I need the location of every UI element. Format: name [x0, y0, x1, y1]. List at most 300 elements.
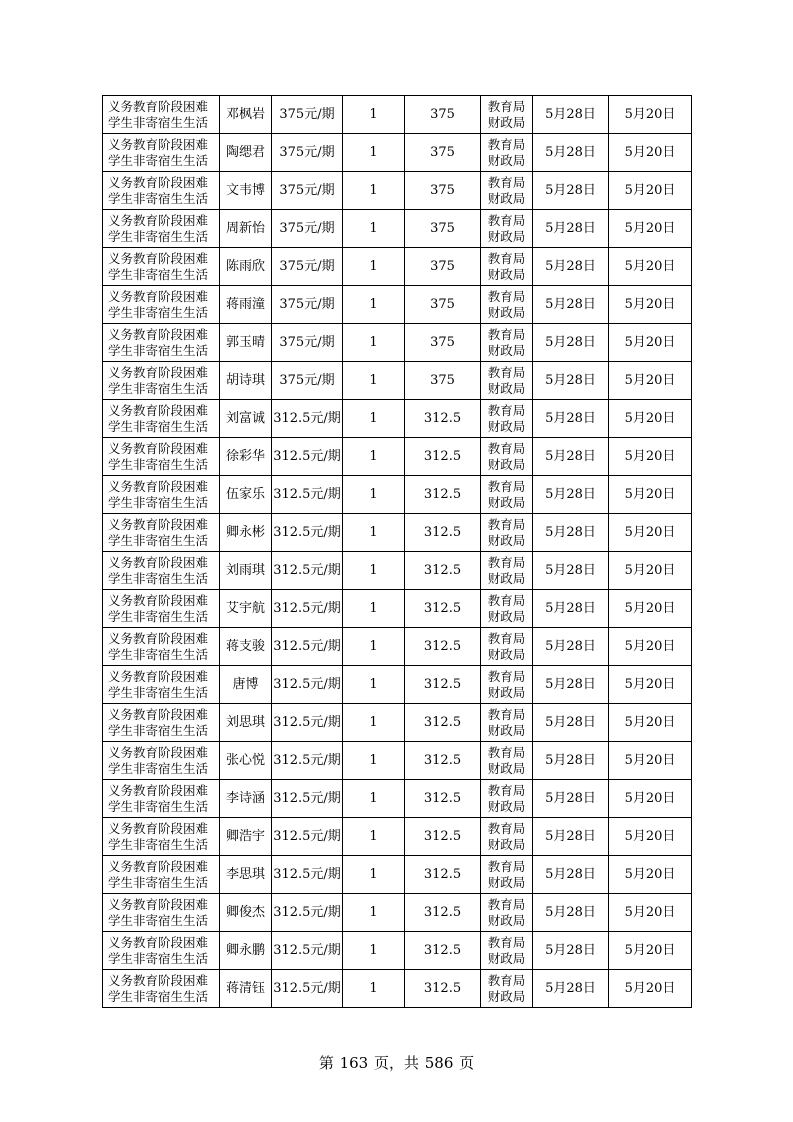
department-cell	[481, 894, 533, 932]
table-row	[103, 286, 692, 324]
department-line: 财政局	[487, 190, 526, 206]
amount-cell: 312.5	[405, 856, 481, 894]
quantity-cell: 1	[343, 552, 405, 590]
department-cell	[481, 96, 533, 134]
date-cell: 5月20日	[609, 400, 692, 438]
item-cell	[103, 134, 220, 172]
name-cell: 唐博	[220, 666, 272, 704]
name-cell: 邓枫岩	[220, 96, 272, 134]
date-cell: 5月28日	[533, 172, 609, 210]
date-cell: 5月28日	[533, 400, 609, 438]
date-cell: 5月20日	[609, 894, 692, 932]
item-line: 义务教育阶段困难	[108, 250, 209, 266]
item-line: 义务教育阶段困难	[108, 440, 209, 456]
department-line: 财政局	[487, 266, 526, 282]
amount-cell: 312.5	[405, 704, 481, 742]
department-line: 教育局	[487, 934, 526, 950]
table-row	[103, 438, 692, 476]
item-line: 义务教育阶段困难	[108, 288, 209, 304]
name-cell: 卿永彬	[220, 514, 272, 552]
item-line: 义务教育阶段困难	[108, 934, 209, 950]
department-cell	[481, 324, 533, 362]
standard-cell: 375元/期	[272, 248, 343, 286]
quantity-cell: 1	[343, 932, 405, 970]
department-line: 财政局	[487, 912, 526, 928]
item-line: 义务教育阶段困难	[108, 668, 209, 684]
standard-cell: 312.5元/期	[272, 552, 343, 590]
department-line: 教育局	[487, 744, 526, 760]
table-row	[103, 476, 692, 514]
amount-cell: 375	[405, 248, 481, 286]
table-row	[103, 628, 692, 666]
name-cell: 陶缌君	[220, 134, 272, 172]
date-cell: 5月28日	[533, 476, 609, 514]
date-cell: 5月20日	[609, 286, 692, 324]
department-cell	[481, 172, 533, 210]
item-line: 义务教育阶段困难	[108, 592, 209, 608]
department-line: 财政局	[487, 494, 526, 510]
item-cell	[103, 514, 220, 552]
standard-cell: 312.5元/期	[272, 742, 343, 780]
table-row	[103, 134, 692, 172]
name-cell: 李思琪	[220, 856, 272, 894]
item-line: 学生非寄宿生生活	[108, 684, 209, 700]
name-cell: 文韦博	[220, 172, 272, 210]
department-line: 教育局	[487, 402, 526, 418]
department-cell	[481, 932, 533, 970]
table-row	[103, 514, 692, 552]
quantity-cell: 1	[343, 210, 405, 248]
standard-cell: 312.5元/期	[272, 894, 343, 932]
item-line: 义务教育阶段困难	[108, 858, 209, 874]
date-cell: 5月20日	[609, 818, 692, 856]
standard-cell: 375元/期	[272, 96, 343, 134]
standard-cell: 375元/期	[272, 286, 343, 324]
quantity-cell: 1	[343, 324, 405, 362]
standard-cell: 375元/期	[272, 134, 343, 172]
item-line: 学生非寄宿生生活	[108, 304, 209, 320]
item-cell	[103, 286, 220, 324]
department-cell	[481, 400, 533, 438]
standard-cell: 312.5元/期	[272, 628, 343, 666]
item-line: 学生非寄宿生生活	[108, 190, 209, 206]
department-line: 教育局	[487, 174, 526, 190]
date-cell: 5月20日	[609, 134, 692, 172]
name-cell: 胡诗琪	[220, 362, 272, 400]
department-line: 财政局	[487, 342, 526, 358]
department-line: 教育局	[487, 858, 526, 874]
amount-cell: 375	[405, 286, 481, 324]
date-cell: 5月28日	[533, 210, 609, 248]
item-line: 学生非寄宿生生活	[108, 380, 209, 396]
department-line: 教育局	[487, 136, 526, 152]
department-line: 财政局	[487, 608, 526, 624]
standard-cell: 312.5元/期	[272, 970, 343, 1008]
table-row	[103, 96, 692, 134]
date-cell: 5月28日	[533, 932, 609, 970]
department-line: 教育局	[487, 592, 526, 608]
date-cell: 5月28日	[533, 704, 609, 742]
quantity-cell: 1	[343, 780, 405, 818]
department-line: 教育局	[487, 896, 526, 912]
standard-cell: 312.5元/期	[272, 856, 343, 894]
department-line: 教育局	[487, 782, 526, 798]
department-line: 财政局	[487, 874, 526, 890]
date-cell: 5月28日	[533, 438, 609, 476]
amount-cell: 312.5	[405, 552, 481, 590]
name-cell: 蒋支骏	[220, 628, 272, 666]
quantity-cell: 1	[343, 172, 405, 210]
table-row	[103, 780, 692, 818]
amount-cell: 375	[405, 210, 481, 248]
item-line: 学生非寄宿生生活	[108, 418, 209, 434]
quantity-cell: 1	[343, 400, 405, 438]
item-line: 学生非寄宿生生活	[108, 988, 209, 1004]
item-cell	[103, 818, 220, 856]
date-cell: 5月28日	[533, 742, 609, 780]
date-cell: 5月20日	[609, 666, 692, 704]
department-line: 财政局	[487, 760, 526, 776]
date-cell: 5月20日	[609, 248, 692, 286]
standard-cell: 312.5元/期	[272, 590, 343, 628]
department-line: 教育局	[487, 516, 526, 532]
date-cell: 5月28日	[533, 324, 609, 362]
amount-cell: 312.5	[405, 666, 481, 704]
department-line: 教育局	[487, 478, 526, 494]
item-cell	[103, 856, 220, 894]
item-cell	[103, 932, 220, 970]
department-cell	[481, 666, 533, 704]
department-cell	[481, 780, 533, 818]
item-line: 学生非寄宿生生活	[108, 228, 209, 244]
item-cell	[103, 96, 220, 134]
amount-cell: 375	[405, 324, 481, 362]
amount-cell: 312.5	[405, 970, 481, 1008]
name-cell: 刘雨琪	[220, 552, 272, 590]
item-line: 义务教育阶段困难	[108, 782, 209, 798]
item-line: 义务教育阶段困难	[108, 820, 209, 836]
department-line: 教育局	[487, 326, 526, 342]
name-cell: 蒋雨潼	[220, 286, 272, 324]
quantity-cell: 1	[343, 742, 405, 780]
department-line: 教育局	[487, 250, 526, 266]
department-line: 教育局	[487, 972, 526, 988]
item-cell	[103, 970, 220, 1008]
item-line: 学生非寄宿生生活	[108, 950, 209, 966]
name-cell: 徐彩华	[220, 438, 272, 476]
item-cell	[103, 210, 220, 248]
department-line: 教育局	[487, 364, 526, 380]
item-cell	[103, 590, 220, 628]
table-row	[103, 324, 692, 362]
name-cell: 卿浩宇	[220, 818, 272, 856]
item-line: 学生非寄宿生生活	[108, 494, 209, 510]
date-cell: 5月20日	[609, 970, 692, 1008]
amount-cell: 375	[405, 362, 481, 400]
date-cell: 5月28日	[533, 628, 609, 666]
department-cell	[481, 552, 533, 590]
quantity-cell: 1	[343, 970, 405, 1008]
item-line: 学生非寄宿生生活	[108, 722, 209, 738]
department-cell	[481, 476, 533, 514]
standard-cell: 375元/期	[272, 210, 343, 248]
quantity-cell: 1	[343, 818, 405, 856]
amount-cell: 312.5	[405, 780, 481, 818]
amount-cell: 375	[405, 172, 481, 210]
table-row	[103, 590, 692, 628]
item-line: 学生非寄宿生生活	[108, 798, 209, 814]
item-line: 学生非寄宿生生活	[108, 760, 209, 776]
table-row	[103, 704, 692, 742]
name-cell: 李诗涵	[220, 780, 272, 818]
department-line: 教育局	[487, 630, 526, 646]
department-line: 财政局	[487, 152, 526, 168]
quantity-cell: 1	[343, 286, 405, 324]
item-line: 义务教育阶段困难	[108, 744, 209, 760]
date-cell: 5月20日	[609, 514, 692, 552]
table-row	[103, 400, 692, 438]
item-line: 义务教育阶段困难	[108, 706, 209, 722]
amount-cell: 375	[405, 134, 481, 172]
date-cell: 5月28日	[533, 894, 609, 932]
quantity-cell: 1	[343, 476, 405, 514]
table-row	[103, 362, 692, 400]
department-line: 财政局	[487, 836, 526, 852]
date-cell: 5月28日	[533, 970, 609, 1008]
name-cell: 伍家乐	[220, 476, 272, 514]
name-cell: 刘思琪	[220, 704, 272, 742]
quantity-cell: 1	[343, 666, 405, 704]
department-line: 教育局	[487, 820, 526, 836]
department-cell	[481, 248, 533, 286]
department-cell	[481, 438, 533, 476]
item-line: 义务教育阶段困难	[108, 174, 209, 190]
date-cell: 5月28日	[533, 134, 609, 172]
date-cell: 5月28日	[533, 856, 609, 894]
quantity-cell: 1	[343, 894, 405, 932]
department-line: 财政局	[487, 456, 526, 472]
item-line: 义务教育阶段困难	[108, 630, 209, 646]
department-line: 财政局	[487, 798, 526, 814]
item-cell	[103, 742, 220, 780]
department-line: 财政局	[487, 988, 526, 1004]
standard-cell: 312.5元/期	[272, 438, 343, 476]
name-cell: 陈雨欣	[220, 248, 272, 286]
quantity-cell: 1	[343, 248, 405, 286]
department-line: 财政局	[487, 722, 526, 738]
department-line: 教育局	[487, 668, 526, 684]
department-line: 财政局	[487, 418, 526, 434]
amount-cell: 312.5	[405, 400, 481, 438]
standard-cell: 312.5元/期	[272, 400, 343, 438]
table-row	[103, 248, 692, 286]
item-cell	[103, 704, 220, 742]
department-cell	[481, 286, 533, 324]
item-line: 学生非寄宿生生活	[108, 532, 209, 548]
date-cell: 5月20日	[609, 856, 692, 894]
quantity-cell: 1	[343, 134, 405, 172]
date-cell: 5月28日	[533, 514, 609, 552]
department-line: 财政局	[487, 228, 526, 244]
table-row	[103, 932, 692, 970]
department-line: 财政局	[487, 950, 526, 966]
table-row	[103, 742, 692, 780]
standard-cell: 375元/期	[272, 362, 343, 400]
date-cell: 5月20日	[609, 742, 692, 780]
date-cell: 5月20日	[609, 780, 692, 818]
item-line: 义务教育阶段困难	[108, 136, 209, 152]
item-cell	[103, 172, 220, 210]
department-line: 财政局	[487, 114, 526, 130]
item-line: 学生非寄宿生生活	[108, 608, 209, 624]
department-cell	[481, 970, 533, 1008]
quantity-cell: 1	[343, 590, 405, 628]
department-line: 教育局	[487, 706, 526, 722]
department-line: 教育局	[487, 554, 526, 570]
item-cell	[103, 628, 220, 666]
amount-cell: 312.5	[405, 590, 481, 628]
item-line: 义务教育阶段困难	[108, 972, 209, 988]
item-line: 义务教育阶段困难	[108, 554, 209, 570]
name-cell: 刘富诚	[220, 400, 272, 438]
quantity-cell: 1	[343, 628, 405, 666]
date-cell: 5月20日	[609, 324, 692, 362]
item-line: 义务教育阶段困难	[108, 896, 209, 912]
amount-cell: 312.5	[405, 818, 481, 856]
quantity-cell: 1	[343, 856, 405, 894]
item-line: 义务教育阶段困难	[108, 516, 209, 532]
amount-cell: 312.5	[405, 894, 481, 932]
name-cell: 卿永鹏	[220, 932, 272, 970]
date-cell: 5月20日	[609, 210, 692, 248]
item-line: 义务教育阶段困难	[108, 402, 209, 418]
item-cell	[103, 400, 220, 438]
date-cell: 5月20日	[609, 704, 692, 742]
name-cell: 蒋清钰	[220, 970, 272, 1008]
table-row	[103, 666, 692, 704]
name-cell: 艾宇航	[220, 590, 272, 628]
standard-cell: 312.5元/期	[272, 666, 343, 704]
department-line: 财政局	[487, 304, 526, 320]
amount-cell: 312.5	[405, 438, 481, 476]
name-cell: 周新怡	[220, 210, 272, 248]
date-cell: 5月20日	[609, 476, 692, 514]
table-row	[103, 818, 692, 856]
department-line: 财政局	[487, 684, 526, 700]
date-cell: 5月20日	[609, 932, 692, 970]
item-line: 义务教育阶段困难	[108, 326, 209, 342]
item-line: 义务教育阶段困难	[108, 478, 209, 494]
department-line: 财政局	[487, 532, 526, 548]
department-line: 教育局	[487, 98, 526, 114]
standard-cell: 312.5元/期	[272, 704, 343, 742]
date-cell: 5月28日	[533, 96, 609, 134]
table-row	[103, 172, 692, 210]
page-footer: 第 163 页，共 586 页	[318, 1054, 475, 1072]
date-cell: 5月28日	[533, 666, 609, 704]
item-line: 学生非寄宿生生活	[108, 836, 209, 852]
standard-cell: 312.5元/期	[272, 476, 343, 514]
amount-cell: 375	[405, 96, 481, 134]
table-row	[103, 894, 692, 932]
department-cell	[481, 628, 533, 666]
department-line: 财政局	[487, 380, 526, 396]
department-cell	[481, 704, 533, 742]
name-cell: 张心悦	[220, 742, 272, 780]
subsidy-table	[102, 95, 692, 1008]
standard-cell: 312.5元/期	[272, 818, 343, 856]
item-line: 义务教育阶段困难	[108, 364, 209, 380]
department-cell	[481, 742, 533, 780]
standard-cell: 375元/期	[272, 324, 343, 362]
date-cell: 5月28日	[533, 552, 609, 590]
date-cell: 5月20日	[609, 628, 692, 666]
standard-cell: 375元/期	[272, 172, 343, 210]
date-cell: 5月20日	[609, 552, 692, 590]
amount-cell: 312.5	[405, 476, 481, 514]
table-row	[103, 552, 692, 590]
date-cell: 5月20日	[609, 96, 692, 134]
table-row	[103, 856, 692, 894]
item-line: 学生非寄宿生生活	[108, 570, 209, 586]
item-line: 义务教育阶段困难	[108, 212, 209, 228]
item-cell	[103, 552, 220, 590]
department-cell	[481, 362, 533, 400]
date-cell: 5月28日	[533, 248, 609, 286]
amount-cell: 312.5	[405, 514, 481, 552]
item-line: 学生非寄宿生生活	[108, 266, 209, 282]
item-line: 义务教育阶段困难	[108, 98, 209, 114]
item-line: 学生非寄宿生生活	[108, 152, 209, 168]
department-line: 教育局	[487, 440, 526, 456]
department-line: 教育局	[487, 288, 526, 304]
department-cell	[481, 818, 533, 856]
amount-cell: 312.5	[405, 932, 481, 970]
amount-cell: 312.5	[405, 628, 481, 666]
item-cell	[103, 362, 220, 400]
item-cell	[103, 780, 220, 818]
item-cell	[103, 666, 220, 704]
quantity-cell: 1	[343, 704, 405, 742]
table-row	[103, 210, 692, 248]
item-line: 学生非寄宿生生活	[108, 456, 209, 472]
department-line: 财政局	[487, 646, 526, 662]
item-cell	[103, 438, 220, 476]
amount-cell: 312.5	[405, 742, 481, 780]
date-cell: 5月28日	[533, 362, 609, 400]
date-cell: 5月28日	[533, 286, 609, 324]
department-line: 教育局	[487, 212, 526, 228]
standard-cell: 312.5元/期	[272, 932, 343, 970]
item-line: 学生非寄宿生生活	[108, 646, 209, 662]
department-cell	[481, 134, 533, 172]
department-cell	[481, 590, 533, 628]
date-cell: 5月20日	[609, 172, 692, 210]
item-cell	[103, 476, 220, 514]
table-body	[103, 96, 692, 1008]
item-line: 学生非寄宿生生活	[108, 114, 209, 130]
item-line: 学生非寄宿生生活	[108, 912, 209, 928]
date-cell: 5月20日	[609, 590, 692, 628]
date-cell: 5月20日	[609, 438, 692, 476]
quantity-cell: 1	[343, 96, 405, 134]
standard-cell: 312.5元/期	[272, 514, 343, 552]
quantity-cell: 1	[343, 514, 405, 552]
item-cell	[103, 324, 220, 362]
department-cell	[481, 856, 533, 894]
item-cell	[103, 894, 220, 932]
date-cell: 5月28日	[533, 818, 609, 856]
